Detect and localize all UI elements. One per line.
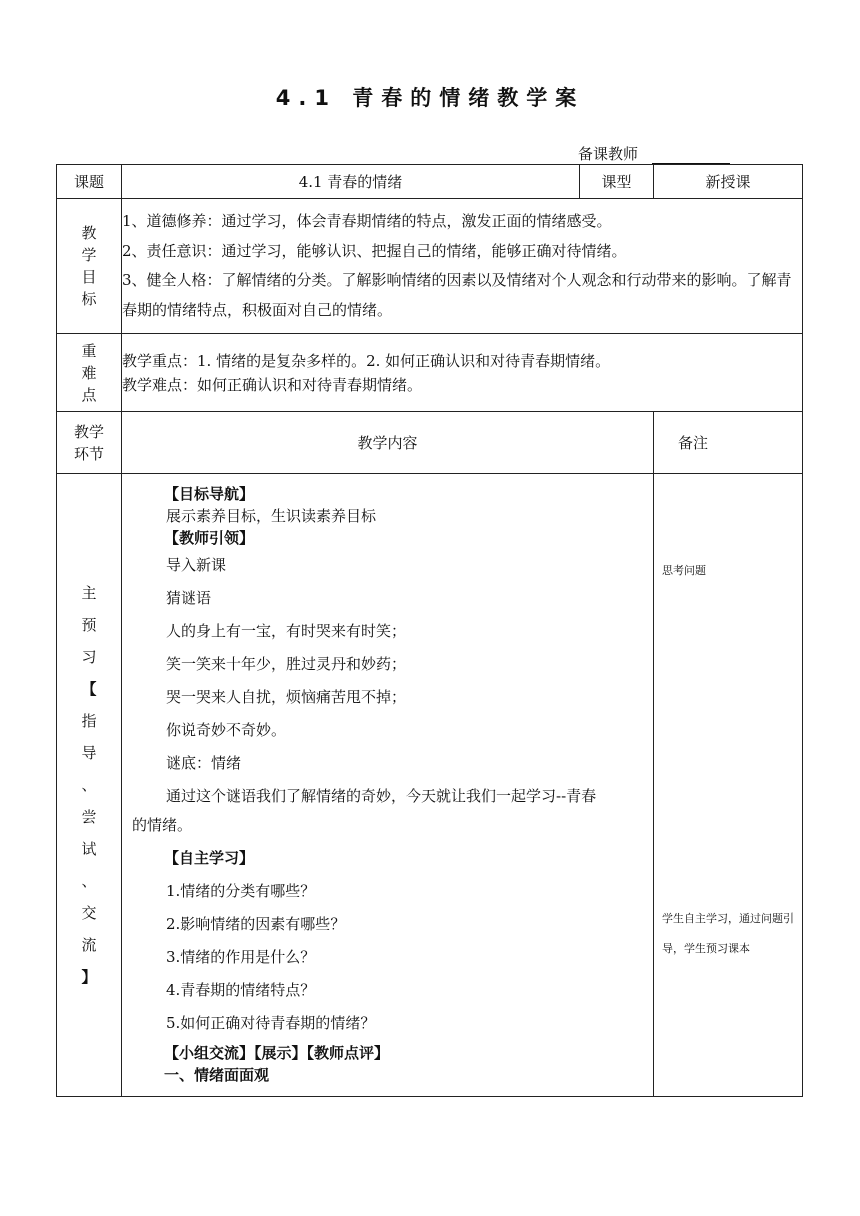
goal-item: 2、责任意识：通过学习，能够认识、把握自己的情绪，能够正确对待情绪。: [122, 241, 627, 260]
stage-label: 主 预 习 【 指 导 、 尝 试 、 交 流 】: [57, 474, 122, 1097]
question-item: 1.情绪的分类有哪些？: [166, 881, 316, 900]
heading-self-study: 【自主学习】: [164, 848, 255, 867]
goals-label: 教 学 目 标: [57, 199, 122, 334]
note-think: 思考问题: [662, 564, 706, 577]
question-item: 5.如何正确对待青春期的情绪？: [166, 1013, 376, 1032]
section-heading: 一、情绪面面观: [164, 1065, 270, 1084]
stage-header: 教学 环节: [57, 412, 122, 474]
topic-row: [57, 165, 803, 199]
heading-teacher-lead: 【教师引领】: [164, 528, 255, 547]
question-item: 3.情绪的作用是什么？: [166, 947, 316, 966]
riddle-line: 人的身上有一宝，有时哭来有时笑；: [166, 621, 407, 640]
type-label: 课型: [580, 165, 654, 199]
key-points-row: [57, 334, 803, 412]
column-header-row: [57, 412, 803, 474]
heading-group-exchange: 【小组交流】【展示】【教师点评】: [164, 1043, 390, 1062]
riddle-title: 猜谜语: [166, 588, 212, 607]
goal-item: 1、道德修养：通过学习，体会青春期情绪的特点，激发正面的情绪感受。: [122, 212, 612, 230]
riddle-line: 笑一笑来十年少，胜过灵丹和妙药；: [166, 654, 407, 673]
goal-nav-text: 展示素养目标，生识读素养目标: [166, 506, 377, 525]
notes-header: 备注: [654, 412, 803, 474]
riddle-line: 哭一哭来人自扰，烦恼痛苦甩不掉；: [166, 687, 407, 706]
transition-text-cont: 的情绪。: [132, 815, 193, 834]
difficulty-line: 教学难点：如何正确认识和对待青春期情绪。: [122, 375, 423, 394]
intro-text: 导入新课: [166, 555, 227, 574]
page-title: 4.1 青春的情绪教学案: [275, 86, 585, 110]
note-self-study: 学生自主学习，通过问题引导，学生预习课本: [662, 912, 794, 955]
key-points-label: 重 难 点: [57, 334, 122, 412]
content-header: 教学内容: [122, 412, 654, 474]
key-points-text: [122, 334, 803, 412]
riddle-answer: 谜底：情绪: [166, 753, 242, 772]
goal-item: 3、健全人格：了解情绪的分类。了解影响情绪的因素以及情绪对个人观念和行动带来的影响。了解青春期的情绪特点，积极面对自己的情绪。: [122, 271, 792, 319]
teacher-field: [578, 143, 730, 164]
question-item: 2.影响情绪的因素有哪些？: [166, 914, 346, 933]
teacher-label: 备课教师: [578, 145, 639, 163]
notes-cell: [654, 474, 803, 1097]
content-row: [57, 474, 803, 1097]
key-point-line: 教学重点：1. 情绪的是复杂多样的。2. 如何正确认识和对待青春期情绪。: [122, 351, 611, 370]
transition-text: 通过这个谜语我们了解情绪的奇妙，今天就让我们一起学习--青春: [166, 786, 597, 805]
goals-text: [122, 199, 803, 334]
teacher-blank-line: [652, 149, 730, 164]
topic-label: 课题: [57, 165, 122, 199]
question-item: 4.青春期的情绪特点？: [166, 980, 316, 999]
topic-value: 4.1 青春的情绪: [122, 165, 580, 199]
heading-goal-nav: 【目标导航】: [164, 484, 255, 503]
riddle-line: 你说奇妙不奇妙。: [166, 720, 287, 739]
goals-row: [57, 199, 803, 334]
content-cell: [122, 474, 654, 1097]
type-value: 新授课: [654, 165, 803, 199]
lesson-plan-table: [56, 164, 803, 1097]
